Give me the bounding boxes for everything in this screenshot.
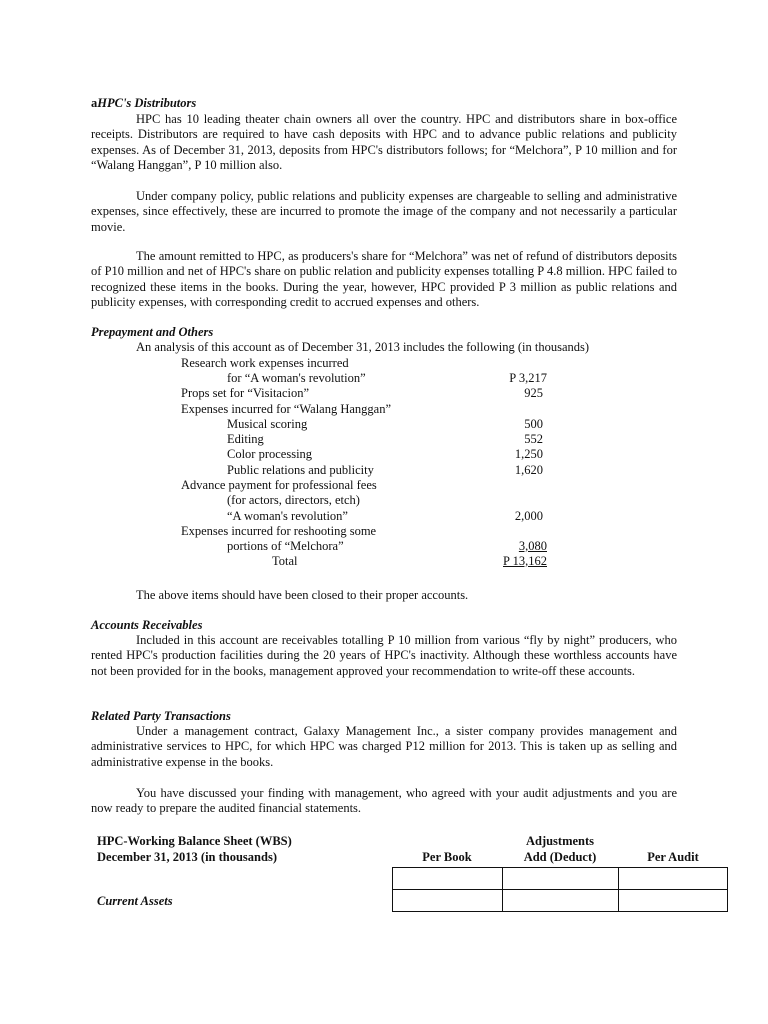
table-divider	[502, 867, 503, 912]
section-heading-receivables: Accounts Receivables	[91, 618, 203, 632]
schedule-label: Props set for “Visitacion”	[181, 386, 310, 400]
schedule-total-label: Total	[272, 554, 298, 568]
schedule-label: Musical scoring	[227, 417, 308, 431]
column-header-per-audit: Per Audit	[647, 850, 699, 864]
schedule-value: P 3,217	[509, 371, 547, 385]
related-party-paragraph-1: Under a management contract, Galaxy Management Inc., a sister company provides management and administrative services to HPC, for which HPC was charged P12 million for 2013. This is taken up as selling and administrative expense in the books.	[91, 724, 677, 769]
schedule-label: Editing	[227, 432, 264, 446]
column-header-add-deduct: Add (Deduct)	[523, 850, 597, 864]
schedule-label: Expenses incurred for reshooting some	[181, 524, 377, 538]
heading-text: HPC's Distributors	[97, 96, 197, 110]
schedule-value: 925	[524, 386, 543, 400]
prepayment-closing: The above items should have been closed to their proper accounts.	[136, 588, 469, 602]
receivables-paragraph: Included in this account are receivables totalling P 10 million from various “fly by night” producers, who rented HPC's production facilities during the 20 years of HPC's inactivity. Although these worthless accounts have not been provided for in the books, management approved your recommendation to write-off these accounts.	[91, 633, 677, 678]
schedule-value: 1,620	[514, 463, 543, 477]
table-divider	[392, 867, 393, 912]
schedule-label: Advance payment for professional fees	[181, 478, 377, 492]
schedule-value: 1,250	[514, 447, 543, 461]
column-header-per-book: Per Book	[422, 850, 472, 864]
schedule-value: 552	[524, 432, 543, 446]
schedule-total-value: P 13,162	[503, 554, 547, 568]
schedule-label: for “A woman's revolution”	[227, 371, 366, 385]
table-rule-middle	[392, 889, 728, 890]
schedule-label: Public relations and publicity	[227, 463, 374, 477]
schedule-value: 500	[524, 417, 543, 431]
related-party-paragraph-2: You have discussed your finding with management, who agreed with your audit adjustments and you are now ready to prepare the audited financial statements.	[91, 786, 677, 816]
table-divider	[618, 867, 619, 912]
wbs-title-line-2: December 31, 2013 (in thousands)	[97, 850, 277, 864]
column-header-adjustments: Adjustments	[525, 834, 595, 848]
schedule-label: portions of “Melchora”	[227, 539, 344, 553]
section-heading-prepayment: Prepayment and Others	[91, 325, 214, 339]
schedule-label: Expenses incurred for “Walang Hanggan”	[181, 402, 392, 416]
table-divider	[727, 867, 728, 912]
schedule-label: Color processing	[227, 447, 313, 461]
distributors-paragraph-2: Under company policy, public relations and publicity expenses are chargeable to selling and administrative expenses, since effectively, these are incurred to promote the image of the company and not necessarily a particular movie.	[91, 189, 677, 234]
table-rule-top	[392, 867, 728, 868]
distributors-paragraph-1: HPC has 10 leading theater chain owners all over the country. HPC and distributors share in box-office receipts. Distributors are required to have cash deposits with HPC and to advance public relations and publicity expenses. As of December 31, 2013, deposits from HPC's distributors follows; for “Melchora”, P 10 million and for “Walang Hanggan”, P 10 million also.	[91, 112, 677, 172]
schedule-value: 3,080	[518, 539, 547, 553]
schedule-label: Research work expenses incurred	[181, 356, 349, 370]
section-heading-distributors	[91, 96, 196, 111]
row-label-current-assets: Current Assets	[97, 894, 173, 908]
schedule-value: 2,000	[514, 509, 543, 523]
prepayment-intro: An analysis of this account as of December 31, 2013 includes the following (in thousands)	[136, 340, 590, 354]
distributors-paragraph-3: The amount remitted to HPC, as producers's share for “Melchora” was net of refund of distributors deposits of P10 million and net of HPC's share on public relation and publicity expenses totalling P 4.8 million. HPC failed to recognized these items in the books. During the year, however, HPC provided P 3 million as public relations and publicity expenses, with corresponding credit to accrued expenses and others.	[91, 249, 677, 309]
section-heading-related-party: Related Party Transactions	[91, 709, 231, 723]
schedule-label: (for actors, directors, etch)	[227, 493, 360, 507]
wbs-title-line-1: HPC-Working Balance Sheet (WBS)	[97, 834, 292, 848]
table-rule-bottom	[392, 911, 728, 912]
schedule-label: “A woman's revolution”	[227, 509, 348, 523]
heading-prefix: a	[91, 96, 98, 110]
